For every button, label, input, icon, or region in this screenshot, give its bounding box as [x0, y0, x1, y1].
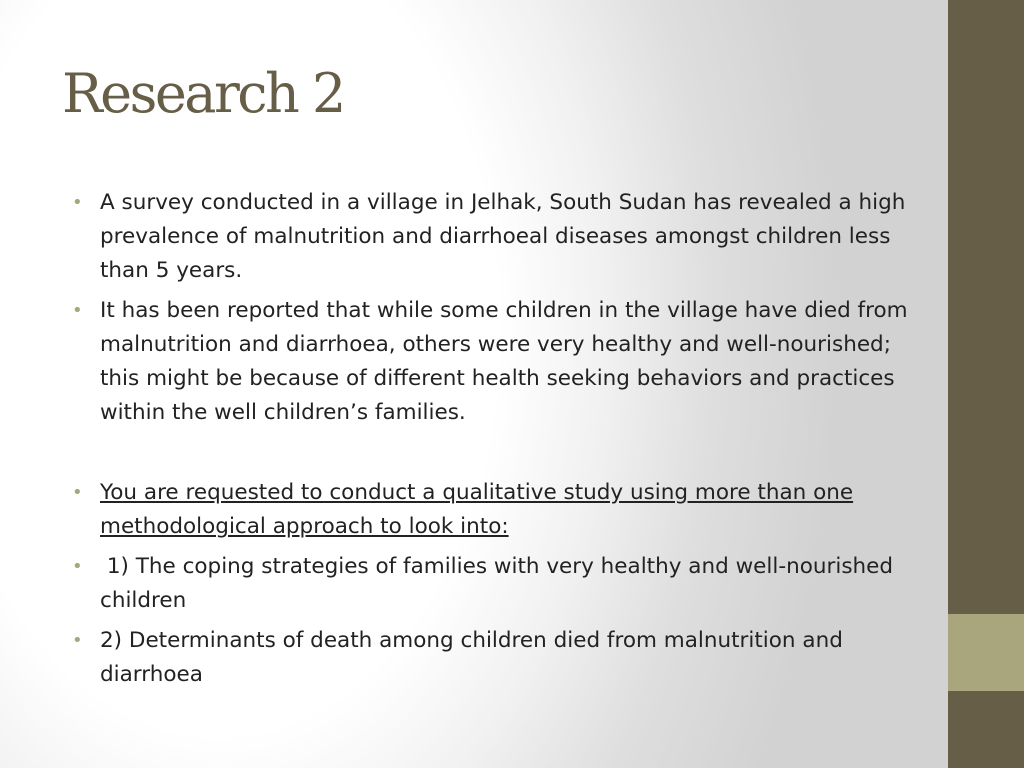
- bullet-marker-icon: •: [72, 482, 83, 503]
- bullet-marker-icon: •: [72, 300, 83, 321]
- bullet-marker-icon: •: [72, 192, 83, 213]
- bullet-item: [72, 624, 922, 692]
- bullet-item: [72, 186, 922, 288]
- sidebar-accent-block: [948, 614, 1024, 691]
- bullet-marker-icon: •: [72, 556, 83, 577]
- bullet-text: A survey conducted in a village in Jelhak, South Sudan has revealed a high prevalence of malnutrition and diarrhoeal diseases amongst children less than 5 years.: [100, 190, 906, 283]
- slide-title: Research 2: [62, 62, 344, 125]
- bullet-item: [72, 476, 922, 544]
- bullet-text: 2) Determinants of death among children died from malnutrition and diarrhoea: [100, 628, 843, 687]
- bullet-marker-icon: •: [72, 630, 83, 651]
- bullet-text-underlined: You are requested to conduct a qualitative study using more than one methodological approach to look into:: [100, 480, 854, 539]
- bullet-item: [72, 294, 922, 430]
- bullet-text: It has been reported that while some children in the village have died from malnutrition and diarrhoea, others were very healthy and well-nourished; this might be because of different health seeking behaviors and practices within the well children’s families.: [100, 298, 908, 425]
- bullet-text: 1) The coping strategies of families with very healthy and well-nourished children: [100, 554, 900, 613]
- bullet-list: [72, 186, 922, 698]
- bullet-item: [72, 550, 922, 618]
